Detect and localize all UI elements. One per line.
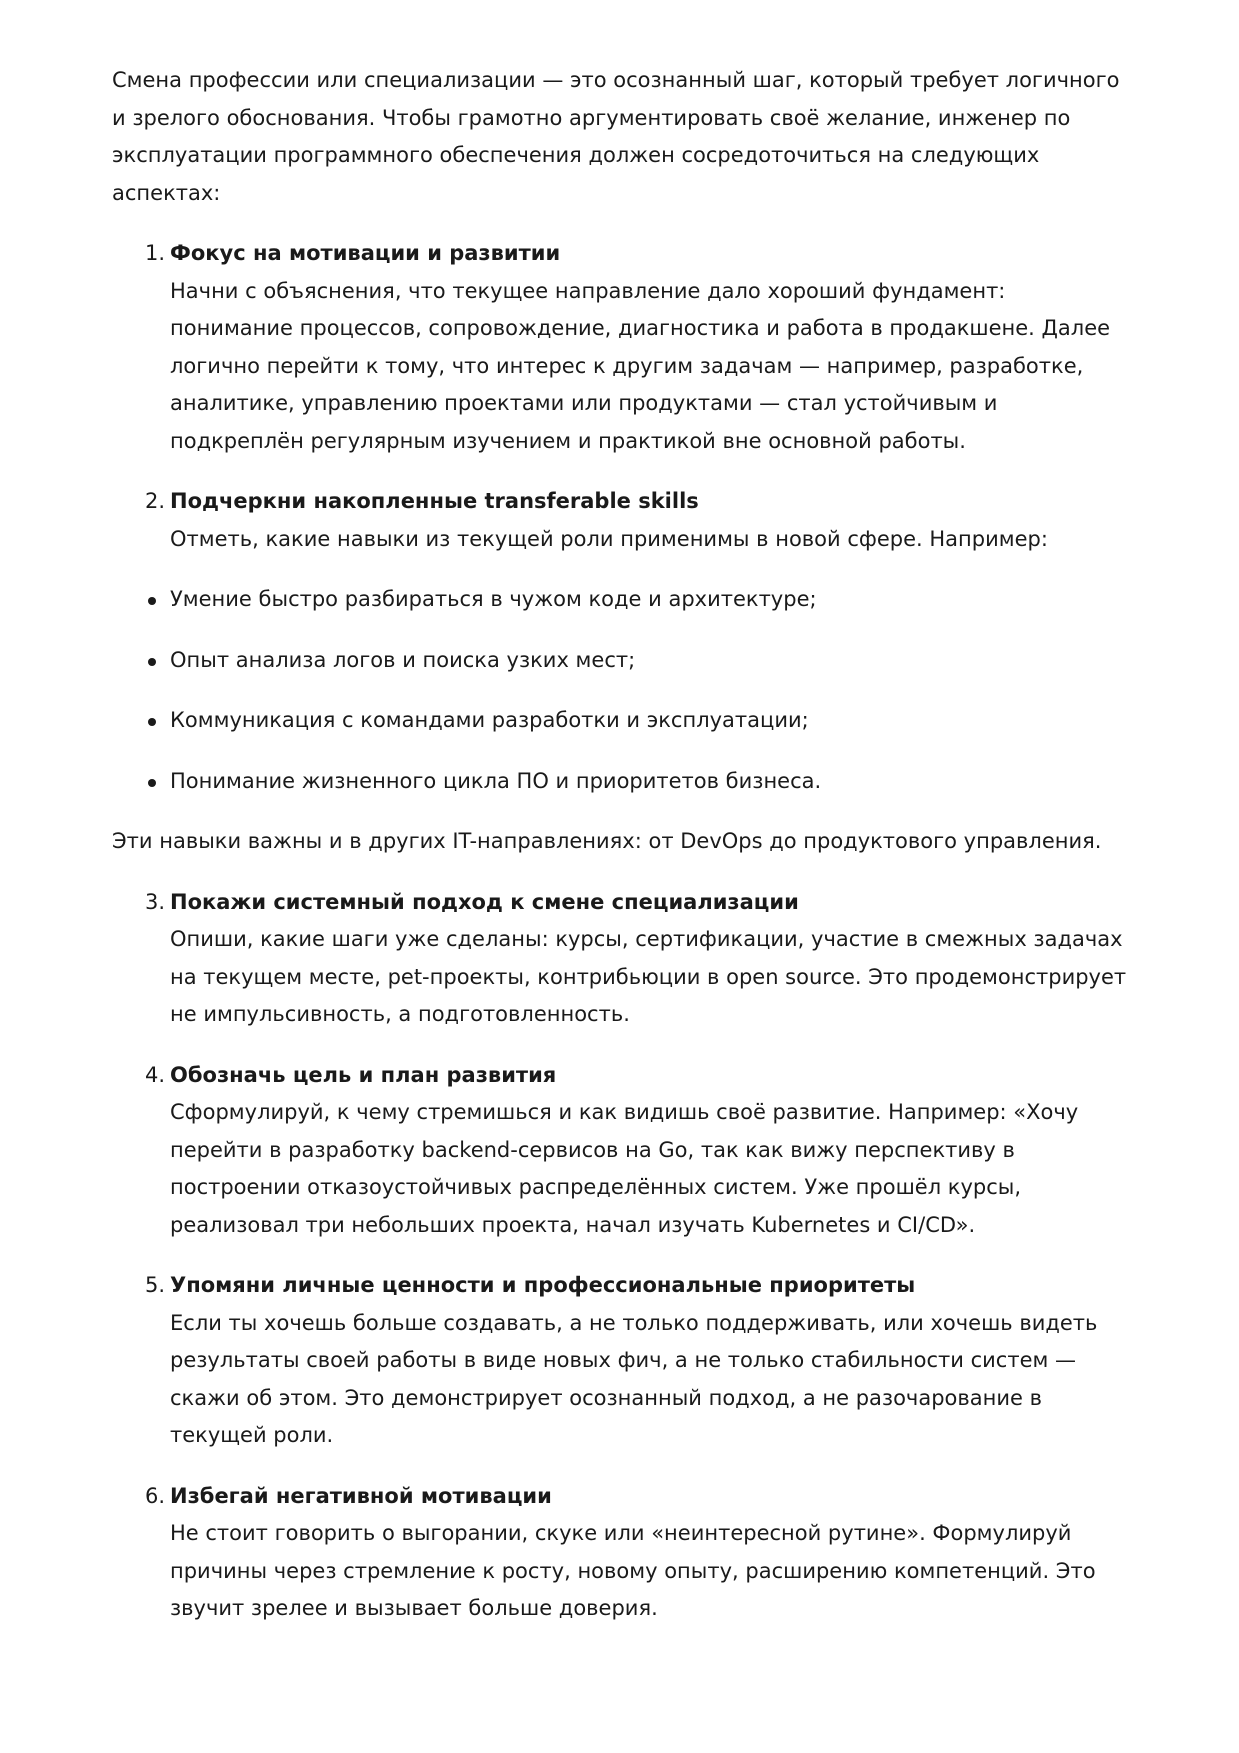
bullet-text: Опыт анализа логов и поиска узких мест;: [170, 647, 636, 672]
bullet-text: Понимание жизненного цикла ПО и приоритетов бизнеса.: [170, 768, 822, 793]
bullet-item: [112, 702, 1132, 740]
item-title: Покажи системный подход к смене специализации: [170, 889, 799, 914]
skills-summary-paragraph: Эти навыки важны и в других IT-направлениях: от DevOps до продуктового управления.: [112, 829, 1102, 853]
item-number: 1.: [145, 241, 166, 265]
item-number: 6.: [145, 1483, 166, 1508]
item-title: Упомяни личные ценности и профессиональные приоритеты: [170, 1273, 916, 1297]
document-page: [112, 62, 1132, 1651]
item-number: 2.: [145, 489, 166, 513]
bullet-icon: [148, 658, 156, 666]
item-body: Начни с объяснения, что текущее направление дало хороший фундамент: понимание процессов, сопровождение, диагностика и работа в продакшене. Далее логично перейти к тому, что интерес к другим задачам — например, разработке, аналитике, управлению проектами или продуктами — стал устойчивым и подкреплён регулярным изучением и практикой вне основной работы.: [170, 278, 1111, 453]
bullet-item: [112, 581, 1132, 619]
item-title: Фокус на мотивации и развитии: [170, 241, 561, 265]
item-body: Если ты хочешь больше создавать, а не только поддерживать, или хочешь видеть результаты своей работы в виде новых фич, а не только стабильности систем — скажи об этом. Это демонстрирует осознанный подход, а не разочарование в текущей роли.: [170, 1310, 1098, 1447]
list-item-6: [112, 1478, 1132, 1628]
bullet-icon: [148, 597, 156, 605]
item-body: Отметь, какие навыки из текущей роли применимы в новой сфере. Например:: [170, 526, 1048, 551]
item-body: Опиши, какие шаги уже сделаны: курсы, сертификации, участие в смежных задачах на текущем месте, pet-проекты, контрибьюции в open source. Это продемонстрирует не импульсивность, а подготовленность.: [170, 927, 1127, 1026]
bullet-item: [112, 642, 1132, 680]
intro-paragraph: Смена профессии или специализации — это осознанный шаг, который требует логичного и зрелого обоснования. Чтобы грамотно аргументировать своё желание, инженер по эксплуатации программного обеспечения должен сосредоточиться на следующих аспектах:: [112, 68, 1120, 205]
list-item-5: [112, 1267, 1132, 1455]
bullet-icon: [148, 779, 156, 787]
item-body: Сформулируй, к чему стремишься и как видишь своё развитие. Например: «Хочу перейти в разработку backend-сервисов на Go, так как вижу перспективу в построении отказоустойчивых распределённых систем. Уже прошёл курсы, реализовал три небольших проекта, начал изучать Kubernetes и CI/CD».: [170, 1100, 1079, 1237]
item-title: Обозначь цель и план развития: [170, 1062, 557, 1087]
bullet-text: Умение быстро разбираться в чужом коде и архитектуре;: [170, 587, 817, 611]
item-title: Подчеркни накопленные transferable skills: [170, 489, 699, 513]
item-number: 3.: [145, 889, 166, 914]
list-item-4: [112, 1057, 1132, 1245]
bullet-item: [112, 763, 1132, 801]
list-item-2: [112, 483, 1132, 558]
item-number: 4.: [145, 1062, 166, 1087]
item-body: Не стоит говорить о выгорании, скуке или «неинтересной рутине». Формулируй причины через стремление к росту, новому опыту, расширению компетенций. Это звучит зрелее и вызывает больше доверия.: [170, 1521, 1096, 1620]
list-item-1: [112, 235, 1132, 460]
skills-bullet-list: [112, 581, 1132, 800]
list-item-3: [112, 884, 1132, 1034]
item-title: Избегай негативной мотивации: [170, 1483, 552, 1508]
bullet-icon: [148, 718, 156, 726]
item-number: 5.: [145, 1273, 166, 1297]
bullet-text: Коммуникация с командами разработки и эксплуатации;: [170, 708, 809, 732]
